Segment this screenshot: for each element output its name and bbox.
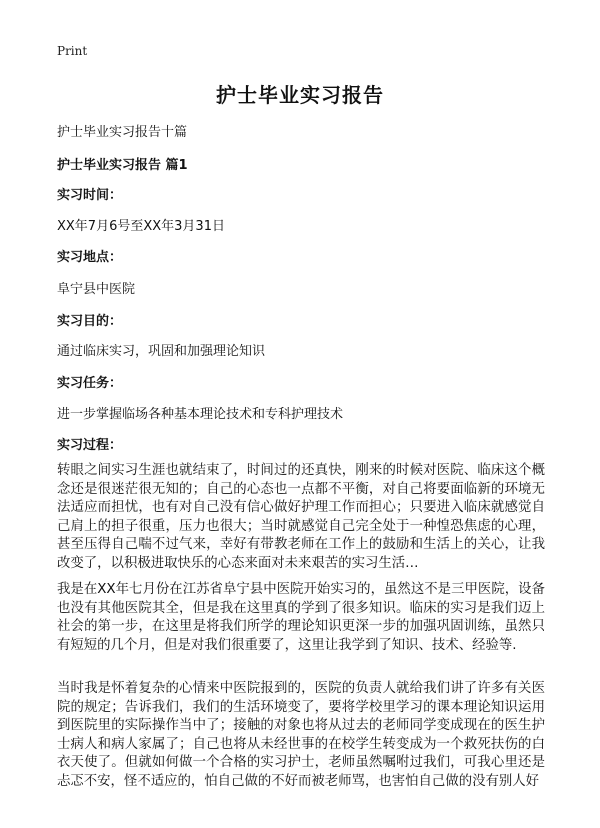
value-place: 阜宁县中医院 (57, 282, 136, 297)
heading-purpose: 实习目的： (57, 314, 123, 329)
heading-place: 实习地点： (57, 250, 123, 265)
subtitle: 护士毕业实习报告十篇 (57, 125, 188, 140)
page-title: 护士毕业实习报告 (216, 83, 384, 107)
value-purpose: 通过临床实习，巩固和加强理论知识 (57, 344, 266, 359)
heading-time: 实习时间： (57, 188, 123, 203)
article-title: 护士毕业实习报告 篇1 (57, 158, 188, 173)
value-time: XX年7月6号至XX年3月31日 (57, 219, 225, 234)
value-task: 进一步掌握临场各种基本理论技术和专科护理技术 (57, 407, 344, 422)
heading-task: 实习任务： (57, 376, 123, 391)
print-label: Print (57, 44, 88, 58)
paragraph-1: 转眼之间实习生涯也就结束了，时间过的还真快，刚来的时候对医院、临床这个概念还是很迷茫很无知的；自己的心态也一点都不平衡，对自己将要面临新的环境无法适应而担忧，也有对自己没有信心做好护理工作而担心；只要进入临床就感觉自己肩上的担子很重，压力也很大；当时就感觉自己完全处于一种惶恐焦虑的心理，甚至压得自己喘不过气来，幸好有带教老师在工作上的鼓励和生活上的关心，让我改变了，以积极进取快乐的心态来面对未来艰苦的实习生活… (57, 463, 545, 571)
paragraph-2: 我是在XX年七月份在江苏省阜宁县中医院开始实习的，虽然这不是三甲医院，设备也没有其他医院其全，但是我在这里真的学到了很多知识。临床的实习是我们迈上社会的第一步，在这里是将我们所学的理论知识更深一步的加强巩固训练，虽然只有短短的几个月，但是对我们很重要了，这里让我学到了知识、技术、经验等. (57, 582, 545, 653)
paragraph-3: 当时我是怀着复杂的心情来中医院报到的，医院的负责人就给我们讲了许多有关医院的规定；告诉我们，我们的生活环境变了，要将学校里学习的课本理论知识运用到医院里的实际操作当中了；接触的对象也将从过去的老师同学变成现在的医生护士病人和病人家属了；自己也将从未经世事的在校学生转变成为一个救死扶伤的白衣天使了。但就如何做一个合格的实习护士，老师虽然嘱咐过我们，可我心里还是忐忑不安，怪不适应的，怕自己做的不好而被老师骂，也害怕自己做的没有别人好 (57, 681, 545, 789)
heading-process: 实习过程： (57, 438, 123, 453)
